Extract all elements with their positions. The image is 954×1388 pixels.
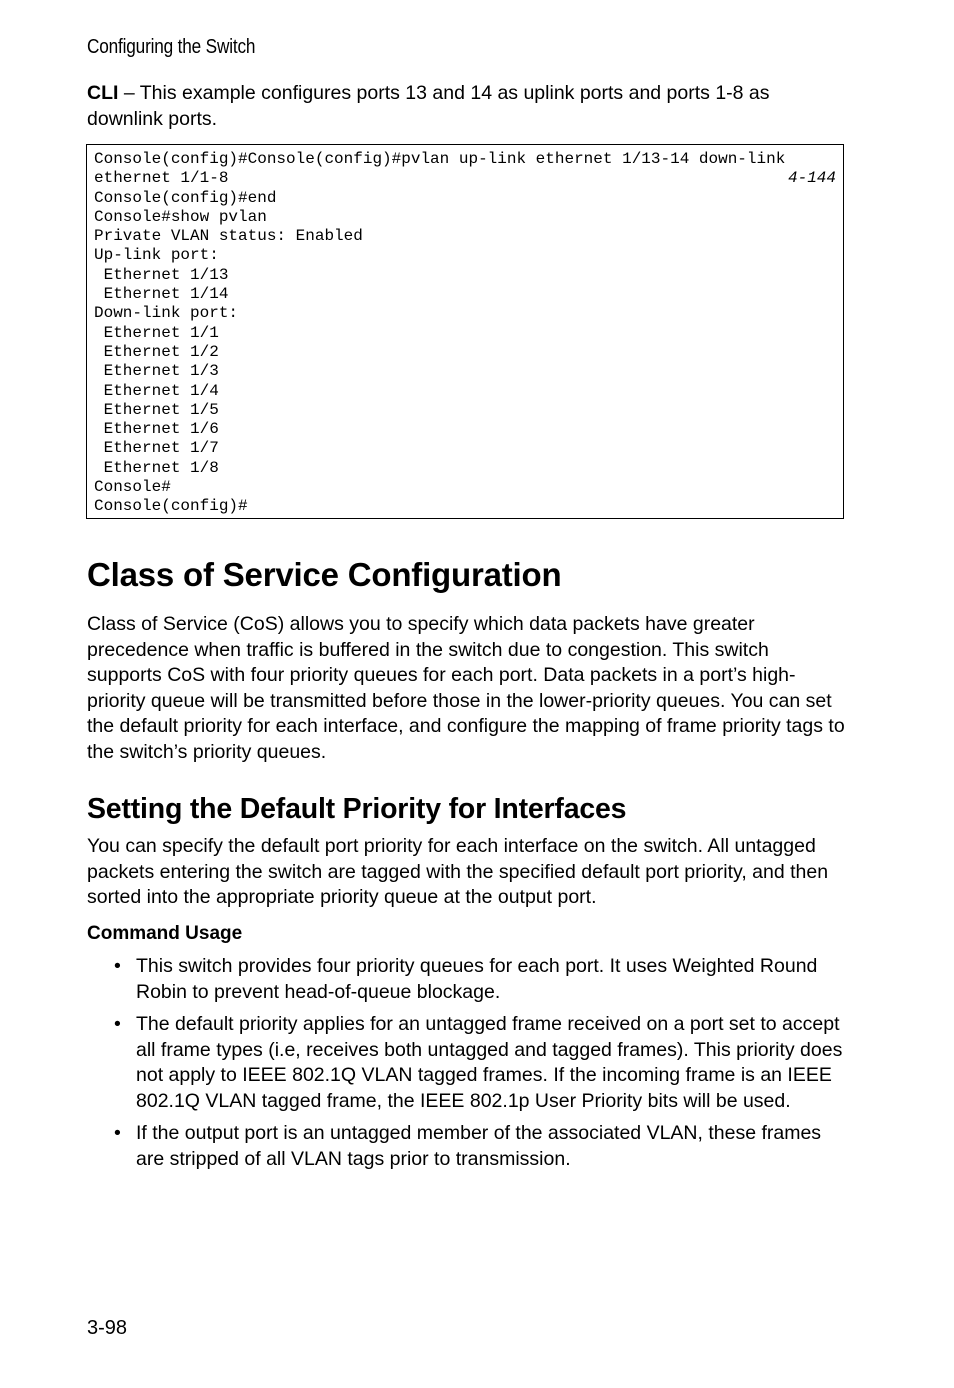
subsection-heading: Setting the Default Priority for Interfaces: [87, 793, 627, 825]
code-line: Ethernet 1/13: [94, 265, 229, 284]
code-line: Console#: [94, 478, 171, 497]
code-line: Console(config)#end: [94, 188, 277, 207]
cli-code-example: [86, 144, 844, 519]
code-line: Up-link port:: [94, 246, 219, 265]
intro-paragraph: [87, 81, 847, 132]
code-line: Ethernet 1/2: [94, 342, 219, 361]
list-item: [87, 1012, 847, 1114]
subsection-paragraph: You can specify the default port priority for each interface on the switch. All untagged packets entering the switch are tagged with the specified default port priority, and then sorted into the appropriate priority queue at the output port.: [87, 835, 829, 908]
bullet-icon: •: [114, 1122, 121, 1144]
bullet-icon: •: [114, 955, 121, 977]
code-line: Console(config)#: [94, 497, 248, 516]
code-line: Private VLAN status: Enabled: [94, 227, 363, 246]
code-line: Ethernet 1/6: [94, 420, 219, 439]
command-reference: 4-144: [787, 169, 836, 188]
intro-text: – This example configures ports 13 and 14 as uplink ports and ports 1-8 as downlink ports.: [87, 82, 770, 130]
code-line: Ethernet 1/3: [94, 362, 219, 381]
list-item-text: The default priority applies for an untagged frame received on a port set to accept all frame types (i.e, receives both untagged and tagged frames). This priority does not apply to IEEE 802.1Q VLAN tagged frames. If the incoming frame is an IEEE 802.1Q VLAN tagged frame, the IEEE 802.1p User Priority bits will be used.: [136, 1013, 843, 1112]
command-usage-heading: Command Usage: [87, 923, 243, 944]
code-line-text: ethernet 1/1-8: [94, 169, 229, 188]
code-line: Ethernet 1/4: [94, 381, 219, 400]
code-line: Down-link port:: [94, 304, 239, 323]
command-usage-list: [87, 954, 847, 1179]
section-paragraph: Class of Service (CoS) allows you to specify which data packets have greater precedence when traffic is buffered in the switch due to congestion. This switch supports CoS with four priority queues for each port. Data packets in a port’s high-priority queue will be transmitted before those in the lower-priority queues. You can set the default priority for each interface, and configure the mapping of frame priority tags to the switch’s priority queues.: [87, 613, 845, 763]
section-heading: Class of Service Configuration: [87, 556, 562, 593]
page-number: 3-98: [87, 1317, 128, 1339]
code-line: Console(config)#Console(config)#pvlan up-link ethernet 1/13-14 down-link: [94, 150, 786, 168]
code-line: Ethernet 1/8: [94, 458, 219, 477]
list-item-text: This switch provides four priority queues for each port. It uses Weighted Round Robin to prevent head-of-queue blockage.: [136, 955, 818, 1003]
code-line: Ethernet 1/5: [94, 400, 219, 419]
bullet-icon: •: [114, 1013, 121, 1035]
running-header: Configuring the Switch: [87, 36, 256, 58]
code-line: Ethernet 1/14: [94, 285, 229, 304]
list-item: [87, 954, 847, 1005]
list-item: [87, 1121, 847, 1172]
code-line: [94, 169, 836, 188]
code-line: Ethernet 1/7: [94, 439, 219, 458]
cli-label: CLI: [87, 82, 119, 104]
code-line: Ethernet 1/1: [94, 323, 219, 342]
code-line: Console#show pvlan: [94, 207, 267, 226]
list-item-text: If the output port is an untagged member of the associated VLAN, these frames are stripped of all VLAN tags prior to transmission.: [136, 1122, 822, 1170]
